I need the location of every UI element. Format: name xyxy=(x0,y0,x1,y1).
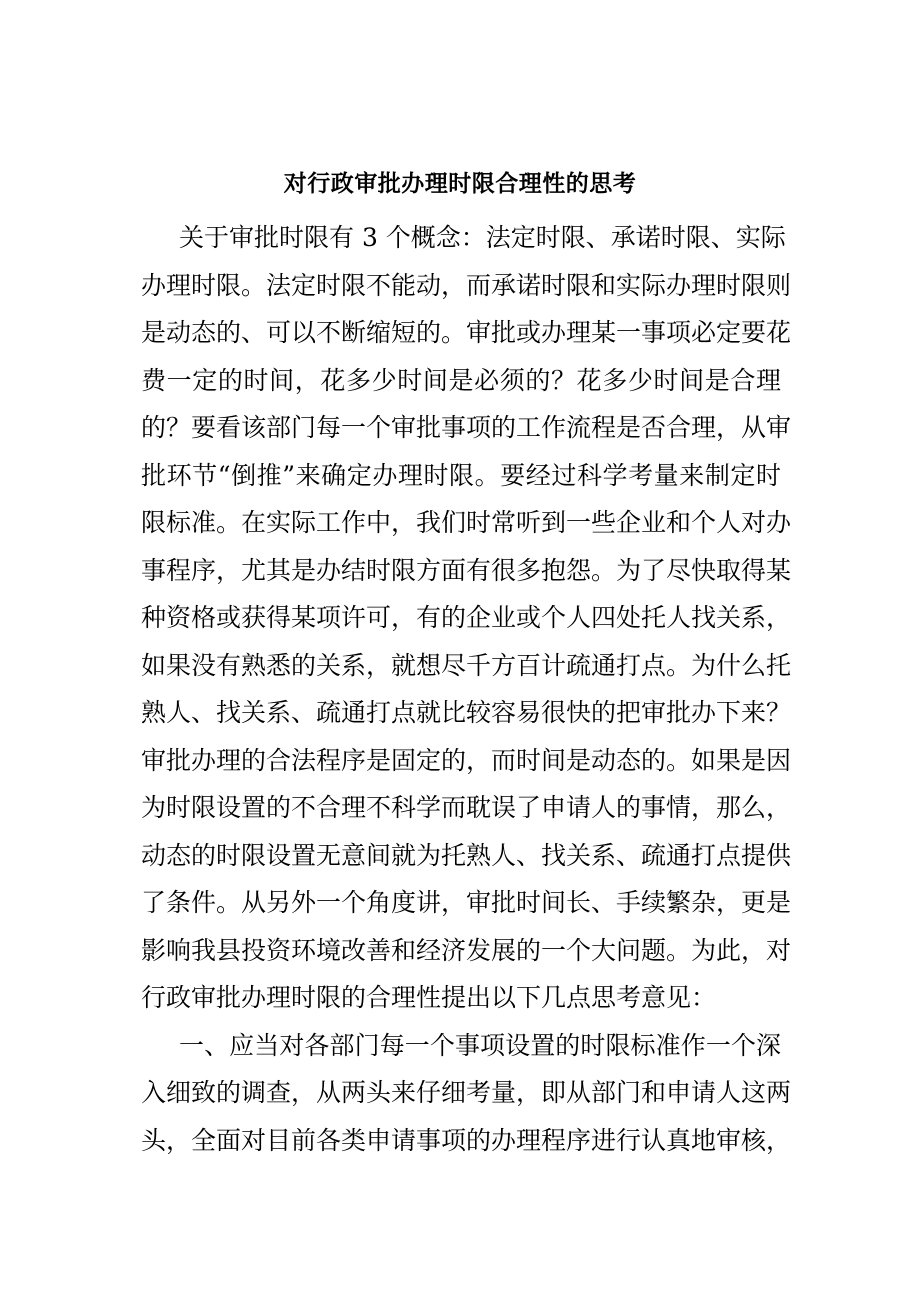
paragraph xyxy=(141,214,792,1022)
paragraph xyxy=(141,1022,792,1165)
text-line: 头，全面对目前各类申请事项的办理程序进行认真地审核， xyxy=(141,1125,792,1155)
document-title: 对行政审批办理时限合理性的思考 xyxy=(283,171,637,197)
text-line: 一、应当对各部门每一个事项设置的时限标准作一个深 xyxy=(179,1030,781,1060)
text-line: 入细致的调查，从两头来仔细考量，即从部门和申请人这两 xyxy=(141,1078,792,1107)
text-line: 熟人、找关系、疏通打点就比较容易很快的把审批办下来？ xyxy=(141,698,792,727)
text-line: 是动态的、可以不断缩短的。审批或办理某一事项必定要花 xyxy=(141,318,792,347)
text-line: 费一定的时间，花多少时间是必须的？花多少时间是合理 xyxy=(141,365,781,395)
text-line: 了条件。从另外一个角度讲，审批时间长、手续繁杂，更是 xyxy=(141,888,792,917)
text-line: 种资格或获得某项许可，有的企业或个人四处托人找关系， xyxy=(141,603,792,632)
document-body xyxy=(141,214,792,1164)
text-line: 影响我县投资环境改善和经济发展的一个大问题。为此，对 xyxy=(141,935,792,965)
text-line: 办理时限。法定时限不能动，而承诺时限和实际办理时限则 xyxy=(141,270,792,300)
text-line: 的？要看该部门每一个审批事项的工作流程是否合理，从审 xyxy=(141,413,792,442)
text-line: 事程序，尤其是办结时限方面有很多抱怨。为了尽快取得某 xyxy=(141,555,792,585)
text-line: 为时限设置的不合理不科学而耽误了申请人的事情，那么， xyxy=(141,793,792,822)
text-line: 行政审批办理时限的合理性提出以下几点思考意见： xyxy=(141,983,717,1012)
text-line: 限标准。在实际工作中，我们时常听到一些企业和个人对办 xyxy=(141,508,792,537)
text-line: 批环节“倒推”来确定办理时限。要经过科学考量来制定时 xyxy=(141,460,781,490)
text-line: 审批办理的合法程序是固定的，而时间是动态的。如果是因 xyxy=(141,745,792,775)
text-line: 关于审批时限有 3 个概念：法定时限、承诺时限、实际 xyxy=(179,223,786,252)
text-line: 动态的时限设置无意间就为托熟人、找关系、疏通打点提供 xyxy=(141,840,792,870)
text-line: 如果没有熟悉的关系，就想尽千方百计疏通打点。为什么托 xyxy=(141,650,792,680)
